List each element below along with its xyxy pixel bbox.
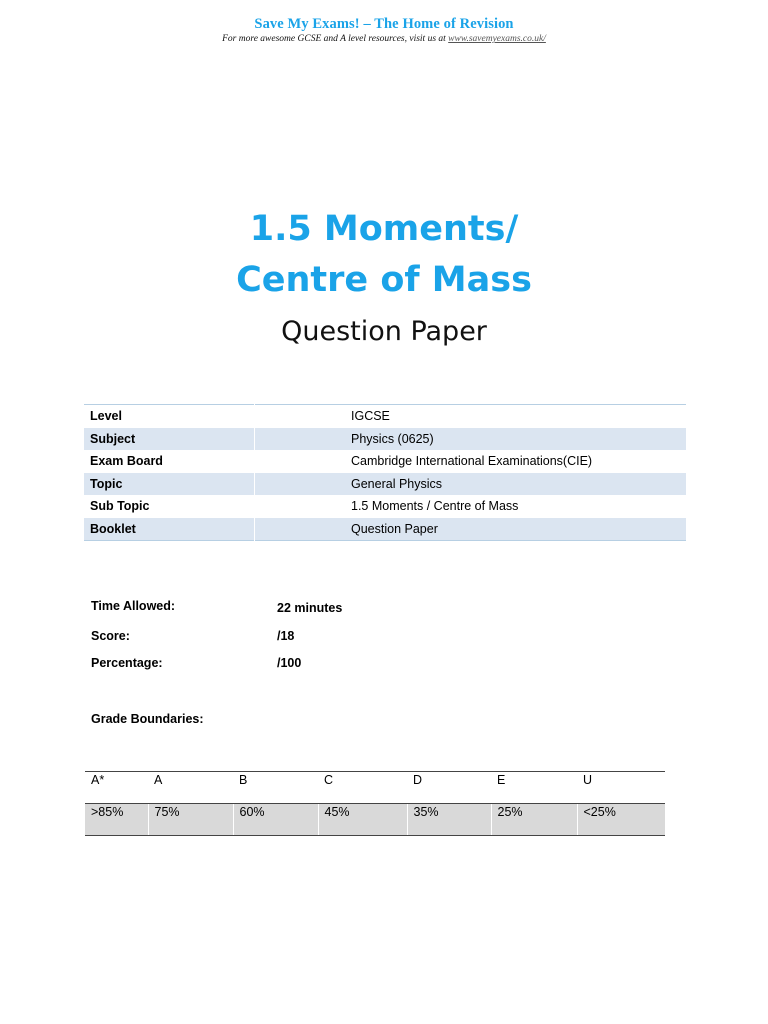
grade-header-row	[85, 772, 665, 804]
info-row-sub-topic	[84, 495, 686, 518]
grade-header: A*	[85, 772, 148, 804]
info-row-booklet	[84, 518, 686, 541]
grade-boundaries-table	[85, 771, 665, 836]
title-line-2: Centre of Mass	[236, 260, 532, 300]
info-value: Question Paper	[345, 518, 686, 541]
grade-value: >85%	[85, 804, 148, 836]
grade-value: 75%	[148, 804, 233, 836]
document-title	[0, 204, 768, 306]
time-allowed-value: 22 minutes	[277, 601, 343, 615]
grade-header: D	[407, 772, 491, 804]
score-row	[91, 629, 295, 643]
info-label: Exam Board	[90, 454, 163, 469]
score-label: Score:	[91, 629, 130, 643]
info-label: Topic	[84, 473, 255, 496]
grade-value: 35%	[407, 804, 491, 836]
grade-value: 60%	[233, 804, 318, 836]
document-subtitle: Question Paper	[281, 316, 487, 347]
percentage-value: /100	[277, 656, 302, 670]
grade-value: 25%	[491, 804, 577, 836]
grade-header: E	[491, 772, 577, 804]
grade-header: U	[577, 772, 665, 804]
grade-value: <25%	[577, 804, 665, 836]
grade-header: C	[318, 772, 407, 804]
info-row-level	[84, 405, 686, 428]
info-value: 1.5 Moments / Centre of Mass	[351, 499, 519, 514]
info-row-subject	[84, 428, 686, 451]
info-value: General Physics	[345, 473, 686, 496]
grade-header: B	[233, 772, 318, 804]
tagline-text: For more awesome GCSE and A level resources, visit us at	[222, 34, 446, 44]
info-row-exam-board	[84, 450, 686, 473]
time-allowed-row	[91, 599, 343, 615]
title-line-1: 1.5 Moments/	[249, 209, 519, 249]
info-label: Level	[90, 409, 122, 424]
score-value: /18	[277, 629, 295, 643]
grade-header: A	[148, 772, 233, 804]
info-label: Booklet	[84, 518, 255, 541]
percentage-row	[91, 656, 302, 670]
info-value: Cambridge International Examinations(CIE)	[351, 454, 593, 469]
percentage-label: Percentage:	[91, 656, 163, 670]
info-value: Physics (0625)	[345, 428, 686, 451]
grade-value: 45%	[318, 804, 407, 836]
info-row-topic	[84, 473, 686, 496]
grade-values-row	[85, 804, 665, 836]
site-tagline	[0, 34, 768, 44]
info-label: Sub Topic	[90, 499, 150, 514]
info-table	[84, 404, 686, 541]
site-title: Save My Exams! – The Home of Revision	[254, 16, 514, 32]
site-url-link[interactable]: www.savemyexams.co.uk/	[448, 34, 546, 44]
time-allowed-label: Time Allowed:	[91, 599, 176, 613]
grade-boundaries-label: Grade Boundaries:	[91, 712, 204, 726]
info-value: IGCSE	[351, 409, 390, 424]
page-header	[0, 16, 768, 44]
info-label: Subject	[84, 428, 255, 451]
